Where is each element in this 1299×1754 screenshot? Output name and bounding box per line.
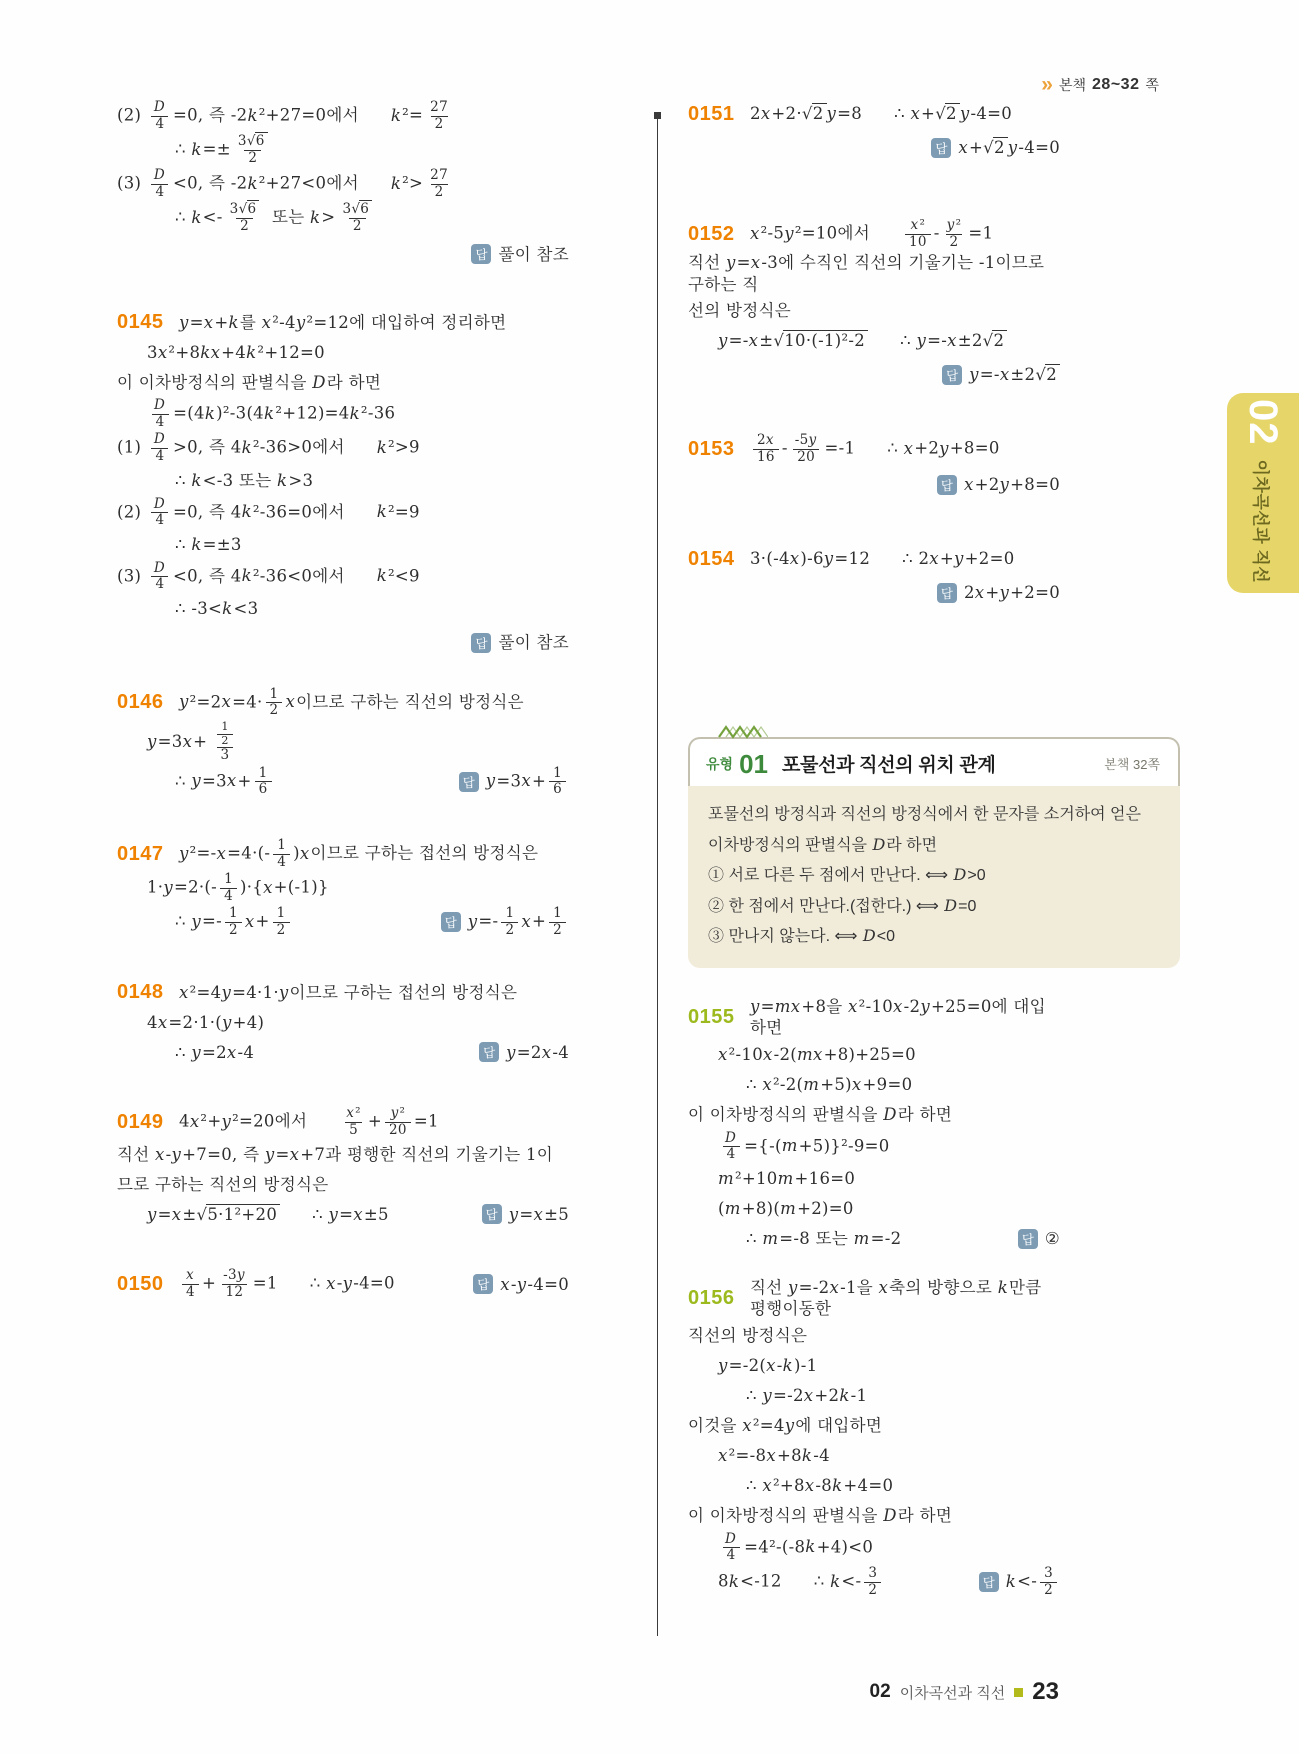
solution-line: [688, 1195, 1060, 1223]
solution-line: [688, 1352, 1060, 1380]
formula-text: ∴ k<-3 또는 k>3: [175, 470, 314, 490]
side-tab-content: [1227, 393, 1299, 593]
solution-line: [688, 1277, 1060, 1320]
formula-text: y=x±√5·1²+20 ∴ y=x±5: [147, 1204, 389, 1224]
solution-line: [117, 134, 569, 166]
answer-group: [449, 766, 569, 798]
formula-text: 2x+2·√2 y=8 ∴ x+√2 y-4=0: [750, 104, 1013, 124]
right-column-top: [688, 100, 1060, 607]
problem-number: 0145: [117, 310, 164, 333]
problem-number: 0148: [117, 980, 164, 1003]
formula-text: 3·(-4x)-6y=12 ∴ 2x+y+2=0: [750, 549, 1015, 569]
side-tab-chapter-number: 02: [1241, 399, 1286, 446]
answer-group: [931, 137, 1060, 158]
problem-block-0148: [117, 978, 569, 1066]
formula-text: 이것을 x²=4y에 대입하면: [688, 1416, 883, 1436]
answer-badge-icon: 답: [937, 583, 957, 603]
side-tab-chapter-title: 이차곡선과 직선: [1251, 459, 1271, 584]
formula-text: y=mx+8을 x²-10x-2y+25=0에 대입하면: [750, 997, 1046, 1038]
answer-line: [117, 629, 569, 657]
problem-number: 0153: [688, 437, 735, 460]
solution-line: [117, 100, 569, 132]
formula-text: $\frac{D}{4}$ =4²-(-8k+4)<0: [718, 1532, 873, 1564]
answer-value: x+√2 y-4=0: [958, 138, 1060, 158]
formula-text: x²-5y²=10에서 $\frac{\text{x²}}{10}$ - $\frac{\text{y²}}{2}$ =1: [750, 217, 994, 250]
solution-line: [117, 1140, 569, 1168]
footer-chapter-number: 02: [869, 1681, 891, 1702]
answer-group: [469, 1042, 569, 1063]
solution-line: [688, 327, 1060, 355]
type-label: 유형: [706, 755, 734, 772]
problem-block-0156: [688, 1277, 1060, 1598]
problem-block-0145: [117, 308, 569, 656]
note-header: [688, 737, 1180, 786]
formula-text: m²+10m+16=0: [718, 1169, 856, 1189]
note-line: 이차방정식의 판별식을 D라 하면: [708, 834, 938, 854]
answer-badge-icon: 답: [937, 475, 957, 495]
footer-square-icon: [1014, 1688, 1023, 1697]
solution-line: [117, 1106, 569, 1138]
formula-text: 3x²+8kx+4k²+12=0: [147, 342, 325, 362]
formula-text: y²=2x=4· $\frac{1}{2}$ x이므로 구하는 직선의 방정식은: [179, 685, 524, 719]
problem-number: 0151: [688, 102, 735, 125]
footer-page-number: 23: [1032, 1678, 1059, 1705]
formula-text: ∴ y=2x-4: [175, 1042, 255, 1062]
solution-line: [688, 996, 1060, 1039]
solution-line: [688, 1131, 1060, 1163]
solution-line: [688, 1165, 1060, 1193]
formula-text: (3) $\frac{D}{4}$ <0, 즉 -2k²+27<0에서 k²> $\frac{27}{2}$: [117, 167, 448, 200]
note-page-ref: 본책 32쪽: [1104, 757, 1160, 773]
answer-badge-icon: 답: [471, 633, 491, 653]
problem-number: 0155: [688, 1005, 735, 1028]
solution-line: [688, 545, 1060, 573]
answer-group: [471, 632, 569, 653]
note-line: ② 한 점에서 만난다.(접한다.) ⟺ D=0: [708, 895, 977, 915]
answer-badge-icon: 답: [479, 1042, 499, 1062]
formula-text: $\frac{x}{4}$ + $\frac{-3y}{12}$ =1 ∴ x-y-4=0: [179, 1268, 395, 1300]
solution-line: [117, 202, 569, 234]
solution-line: [117, 368, 569, 396]
solution-line: [117, 1200, 569, 1228]
solution-line: [688, 1101, 1060, 1129]
answer-badge-icon: 답: [931, 138, 951, 158]
answer-value: 2x+y+2=0: [963, 583, 1060, 603]
note-title: 포물선과 직선의 위치 관계: [781, 755, 996, 777]
type-number: 01: [739, 748, 768, 779]
formula-text: ∴ x²-2(m+5)x+9=0: [746, 1075, 913, 1095]
formula-text: 직선 x-y+7=0, 즉 y=x+7과 평행한 직선의 기울기는 1이: [117, 1144, 554, 1164]
right-column-bottom: [688, 996, 1060, 1598]
problem-number: 0147: [117, 842, 164, 865]
answer-value: k<- $\frac{3}{2}$: [1006, 1566, 1060, 1598]
formula-text: ∴ y=- $\frac{1}{2}$ x+ $\frac{1}{2}$: [175, 906, 293, 938]
formula-text: 4x²+y²=20에서 $\frac{\text{x²}}{5}$ + $\frac{\text{y²}}{20}$ =1: [179, 1105, 439, 1138]
formula-text: $\frac{2x}{16}$ - $\frac{-5y}{20}$ =-1 ∴ x+2y+8=0: [750, 433, 1000, 465]
formula-text: y=-2(x-k)-1: [718, 1356, 818, 1376]
formula-text: 이 이차방정식의 판별식을 D라 하면: [688, 1506, 953, 1526]
solution-line: [117, 168, 569, 200]
solution-line: [117, 978, 569, 1006]
page-footer: [870, 1678, 1059, 1706]
solution-line: [688, 1502, 1060, 1530]
solution-line: [117, 1008, 569, 1036]
solution-line: [117, 1170, 569, 1198]
solution-line: [688, 218, 1060, 250]
solution-line: [688, 100, 1060, 128]
solution-line: [688, 1322, 1060, 1350]
answer-value: y=-x±2√2: [969, 364, 1060, 385]
answer-group: [969, 1566, 1060, 1598]
solution-line: [117, 595, 569, 623]
answer-value: ②: [1044, 1229, 1060, 1249]
answer-value: y=- $\frac{1}{2}$ x+ $\frac{1}{2}$: [468, 906, 569, 938]
problem-number: 0150: [117, 1272, 164, 1295]
formula-text: $\frac{D}{4}$ =(4k)²-3(4k²+12)=4k²-36: [147, 398, 395, 430]
answer-group: [937, 582, 1060, 603]
solution-line: [688, 252, 1060, 295]
header-page-range: 28~32: [1092, 75, 1140, 93]
answer-badge-icon: 답: [473, 1274, 493, 1294]
formula-text: 므로 구하는 직선의 방정식은: [117, 1174, 329, 1194]
formula-text: ∴ k=± $\frac{3√6}{2}$: [175, 134, 275, 166]
solution-line: [688, 1442, 1060, 1470]
formula-text: ∴ m=-8 또는 m=-2: [746, 1229, 902, 1249]
column-divider: [657, 112, 658, 1636]
answer-line: [688, 471, 1060, 499]
answer-group: [431, 906, 569, 938]
solution-line: [688, 433, 1060, 465]
solution-line: [117, 338, 569, 366]
solution-line: [688, 1225, 1060, 1253]
answer-badge-icon: 답: [1018, 1229, 1038, 1249]
solution-line: [688, 1532, 1060, 1564]
answer-value: 풀이 참조: [498, 244, 569, 264]
page-reference-header: [1041, 74, 1159, 95]
solution-line: [117, 766, 569, 798]
answer-group: [1008, 1228, 1060, 1249]
chapter-side-tab: [1227, 393, 1299, 593]
problem-block-0155: [688, 996, 1060, 1253]
formula-text: $\frac{D}{4}$ ={-(m+5)}²-9=0: [718, 1131, 890, 1163]
problem-number: 0149: [117, 1110, 164, 1133]
formula-text: (m+8)(m+2)=0: [718, 1199, 854, 1219]
answer-value: x+2y+8=0: [963, 475, 1060, 495]
solution-line: [117, 687, 569, 719]
answer-value: y=3x+ $\frac{1}{6}$: [486, 766, 569, 798]
formula-text: (3) $\frac{D}{4}$ <0, 즉 4k²-36<0에서 k²<9: [117, 559, 420, 593]
solution-line: [117, 432, 569, 464]
solution-line: [117, 497, 569, 529]
answer-badge-icon: 답: [942, 365, 962, 385]
formula-text: 이 이차방정식의 판별식을 D라 하면: [688, 1105, 953, 1125]
formula-text: 직선 y=-2x-1을 x축의 방향으로 k만큼 평행이동한: [750, 1278, 1042, 1319]
formula-text: (2) $\frac{D}{4}$ =0, 즉 4k²-36=0에서 k²=9: [117, 495, 420, 529]
problem-block-0150: [117, 1268, 569, 1300]
problem-block-0153: [688, 433, 1060, 499]
note-body: [688, 786, 1180, 968]
formula-text: (2) $\frac{D}{4}$ =0, 즉 -2k²+27=0에서 k²= $\frac{27}{2}$: [117, 99, 448, 132]
answer-line: [688, 579, 1060, 607]
formula-text: 이 이차방정식의 판별식을 D라 하면: [117, 372, 382, 392]
problem-number: 0146: [117, 691, 164, 714]
solution-line: [117, 1038, 569, 1066]
solution-line: [117, 467, 569, 495]
note-line: ① 서로 다른 두 점에서 만난다. ⟺ D>0: [708, 865, 986, 885]
header-page-suffix: 쪽: [1145, 76, 1159, 93]
formula-text: x²=4y=4·1·y이므로 구하는 접선의 방정식은: [179, 982, 518, 1002]
solution-line: [688, 1071, 1060, 1099]
formula-text: 직선 y=x-3에 수직인 직선의 기울기는 -1이므로 구하는 직: [688, 253, 1045, 294]
solution-line: [688, 1412, 1060, 1440]
formula-text: ∴ k<- $\frac{3√6}{2}$ 또는 k> $\frac{3√6}{2}$: [175, 202, 379, 234]
solution-line: [117, 838, 569, 870]
problem-block-0149: [117, 1106, 569, 1228]
answer-group: [942, 364, 1060, 385]
formula-text: y²=-x=4·(- $\frac{1}{4}$ )x이므로 구하는 접선의 방정식은: [179, 836, 539, 870]
answer-badge-icon: 답: [459, 772, 479, 792]
solution-line: [117, 308, 569, 336]
formula-text: x²=-8x+8k-4: [718, 1446, 830, 1466]
solution-line: [688, 1382, 1060, 1410]
problem-block-0147: [117, 838, 569, 938]
formula-text: y=3x+ $\frac{\frac{1}{2}}{3}$: [147, 721, 243, 764]
left-column: [117, 98, 569, 1302]
header-book-label: 본책: [1058, 76, 1087, 93]
formula-text: (1) $\frac{D}{4}$ >0, 즉 4k²-36>0에서 k²>9: [117, 431, 420, 465]
solution-line: [688, 1472, 1060, 1500]
footer-chapter-title: 이차곡선과 직선: [899, 1684, 1006, 1702]
problem-number: 0152: [688, 222, 735, 245]
solution-line: [117, 906, 569, 938]
solution-line: [117, 721, 569, 764]
chevron-right-icon: »: [1041, 73, 1053, 96]
solution-line: [688, 1041, 1060, 1069]
formula-text: ∴ y=-2x+2k-1: [746, 1386, 868, 1406]
answer-group: [471, 244, 569, 265]
problem-number: 0154: [688, 547, 735, 570]
solution-line: [688, 1566, 1060, 1598]
formula-text: ∴ k=±3: [175, 534, 242, 554]
answer-line: [688, 361, 1060, 389]
problem-block-0152: [688, 218, 1060, 389]
answer-line: [117, 240, 569, 268]
formula-text: 직선의 방정식은: [688, 1326, 808, 1346]
problem-number: 0156: [688, 1286, 735, 1309]
problem-block-0151: [688, 100, 1060, 162]
answer-group: [937, 474, 1060, 495]
formula-text: 8k<-12 ∴ k<- $\frac{3}{2}$: [718, 1566, 884, 1598]
solution-line: [117, 531, 569, 559]
formula-text: ∴ -3<k<3: [175, 599, 259, 619]
answer-badge-icon: 답: [471, 244, 491, 264]
formula-text: ∴ x²+8x-8k+4=0: [746, 1476, 894, 1496]
formula-text: 1·y=2·(- $\frac{1}{4}$ )·{x+(-1)}: [147, 871, 329, 904]
solution-line: [117, 561, 569, 593]
answer-group: [472, 1204, 569, 1225]
problem-block-continued: [117, 100, 569, 268]
formula-text: y=x+k를 x²-4y²=12에 대입하여 정리하면: [179, 312, 507, 332]
solution-line: [117, 872, 569, 904]
formula-text: y=-x±√10·(-1)²-2 ∴ y=-x±2√2: [718, 330, 1007, 351]
zigzag-decoration-icon: [716, 721, 768, 741]
problem-block-0154: [688, 545, 1060, 607]
note-line: 포물선의 방정식과 직선의 방정식에서 한 문자를 소거하여 얻은: [708, 806, 1141, 824]
solution-line: [688, 297, 1060, 325]
right-column: [688, 98, 1160, 1600]
solution-line: [117, 1268, 569, 1300]
type-note-box: [688, 737, 1180, 968]
answer-line: [688, 134, 1060, 162]
answer-value: y=2x-4: [506, 1042, 569, 1062]
answer-value: x-y-4=0: [500, 1274, 569, 1294]
formula-text: 선의 방정식은: [688, 301, 791, 321]
formula-text: 4x=2·1·(y+4): [147, 1012, 265, 1032]
formula-text: ∴ y=3x+ $\frac{1}{6}$: [175, 766, 275, 798]
answer-badge-icon: 답: [482, 1204, 502, 1224]
problem-block-0146: [117, 687, 569, 798]
answer-badge-icon: 답: [979, 1572, 999, 1592]
solution-line: [117, 398, 569, 430]
note-line: ③ 만나지 않는다. ⟺ D<0: [708, 926, 895, 946]
answer-value: 풀이 참조: [498, 633, 569, 653]
answer-group: [463, 1274, 569, 1295]
answer-badge-icon: 답: [441, 912, 461, 932]
formula-text: x²-10x-2(mx+8)+25=0: [718, 1045, 916, 1065]
answer-value: y=x±5: [508, 1204, 569, 1224]
